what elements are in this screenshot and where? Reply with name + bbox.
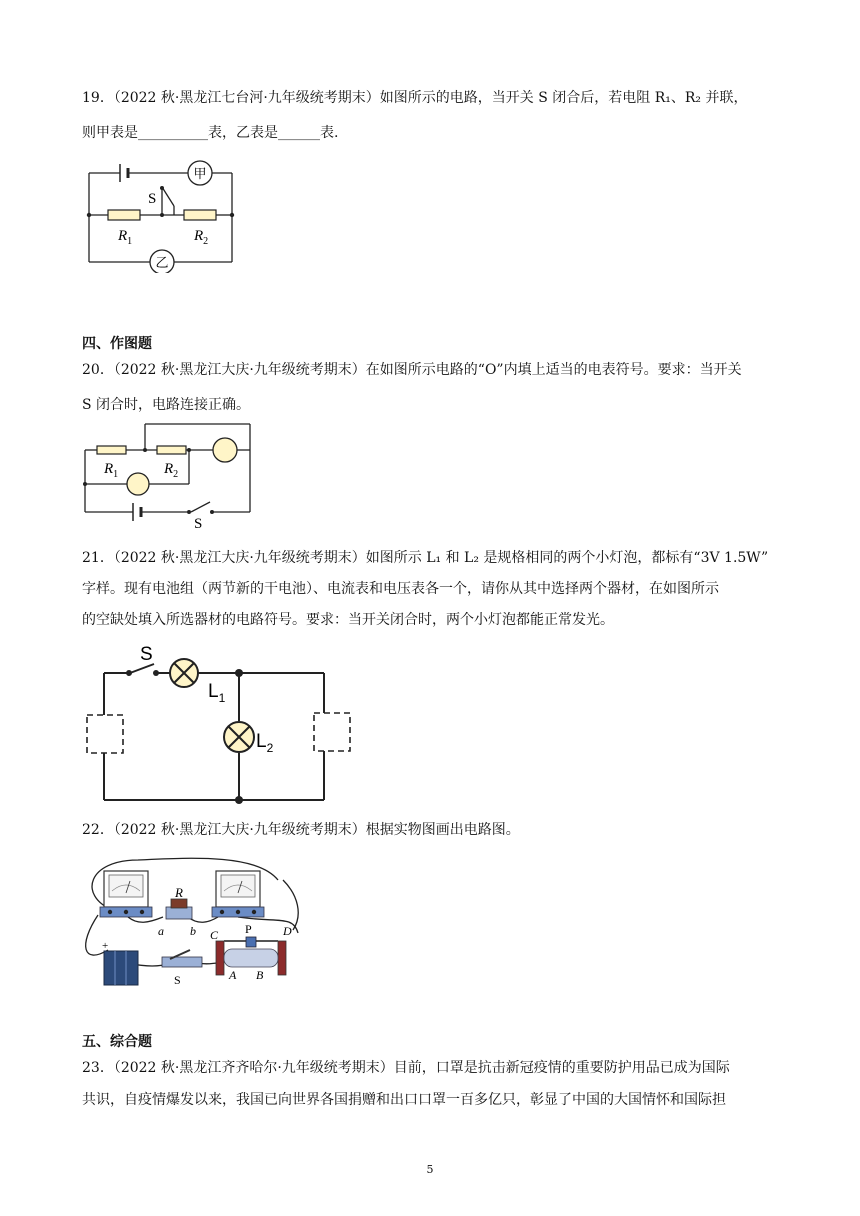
q23-line2: 共识，自疫情爆发以来，我国已向世界各国捐赠和出口口罩一百多亿只，彰显了中国的大国情怀和国际担 xyxy=(82,1092,726,1108)
l2-label: L xyxy=(256,731,267,752)
l2-sub: 2 xyxy=(266,741,274,755)
empty-slot-right xyxy=(314,713,350,751)
q20-line1: 20．（2022 秋·黑龙江大庆·九年级统考期末）在如图所示电路的“O”内填上适当的电表符号。要求：当开关 xyxy=(82,362,742,378)
terminal-b-label: b xyxy=(190,924,196,938)
r2-label: R xyxy=(194,228,204,244)
terminal-A-label: A xyxy=(229,968,237,982)
l1-sub: 1 xyxy=(218,691,226,705)
r2-sub: 2 xyxy=(203,236,209,247)
q21-line1: 21．（2022 秋·黑龙江大庆·九年级统考期末）如图所示 L₁ 和 L₂ 是规格相同的两个小灯泡，都标有“3V 1.5W” xyxy=(82,550,769,566)
section-heading-4: 四、作图题 xyxy=(82,336,152,352)
svg-text:R2 xyxy=(193,228,208,247)
switch-s-label: S xyxy=(148,191,157,207)
r1-label: R xyxy=(104,461,114,477)
q21-line2: 字样。现有电池组（两节新的干电池）、电流表和电压表各一个，请你从其中选择两个器材，在如图所示 xyxy=(82,581,719,597)
switch-s-label: S xyxy=(194,516,203,532)
circuit-figure-20 xyxy=(82,418,257,533)
q23-line1: 23．（2022 秋·黑龙江齐齐哈尔·九年级统考期末）目前，口罩是抗击新冠疫情的重要防护用品已成为国际 xyxy=(82,1060,730,1076)
q19-line2: 则甲表是__________表，乙表是______表. xyxy=(82,125,339,141)
switch-s-label: S xyxy=(174,973,181,987)
r2-label: R xyxy=(164,461,174,477)
circuit-figure-21 xyxy=(84,643,364,808)
q20-line2: S 闭合时，电路连接正确。 xyxy=(82,397,251,413)
physical-circuit-figure-22 xyxy=(78,855,310,990)
resistor-r-label: R xyxy=(175,885,183,900)
q22-line1: 22．（2022 秋·黑龙江大庆·九年级统考期末）根据实物图画出电路图。 xyxy=(82,822,520,838)
svg-text:L1 xyxy=(208,681,226,705)
terminal-B-label: B xyxy=(256,968,264,982)
meter-jia-label: 甲 xyxy=(193,167,207,182)
switch-s-label: S xyxy=(140,644,153,665)
svg-text:R1 xyxy=(103,461,118,480)
l1-label: L xyxy=(208,681,219,702)
q21-line3: 的空缺处填入所选器材的电路符号。要求：当开关闭合时，两个小灯泡都能正常发光。 xyxy=(82,612,614,628)
terminal-d-label: D xyxy=(283,924,292,938)
battery-plus-label: + xyxy=(102,940,109,952)
empty-slot-left xyxy=(87,715,123,753)
meter-yi-label: 乙 xyxy=(155,256,169,271)
section-heading-5: 五、综合题 xyxy=(82,1034,152,1050)
r1-sub: 1 xyxy=(113,469,119,480)
r1-sub: 1 xyxy=(127,236,133,247)
terminal-c-label: C xyxy=(210,928,219,942)
r2-sub: 2 xyxy=(173,469,179,480)
q19-line1: 19．（2022 秋·黑龙江七台河·九年级统考期末）如图所示的电路，当开关 S 闭合后，若电阻 R₁、R₂ 并联， xyxy=(82,90,748,106)
svg-text:R1 xyxy=(117,228,132,247)
svg-text:L2 xyxy=(256,731,274,755)
page-number: 5 xyxy=(426,1163,434,1176)
slider-p-label: P xyxy=(245,922,252,936)
circuit-figure-19 xyxy=(84,158,244,273)
r1-label: R xyxy=(118,228,128,244)
terminal-a-label: a xyxy=(158,924,164,938)
svg-text:R2 xyxy=(163,461,178,480)
